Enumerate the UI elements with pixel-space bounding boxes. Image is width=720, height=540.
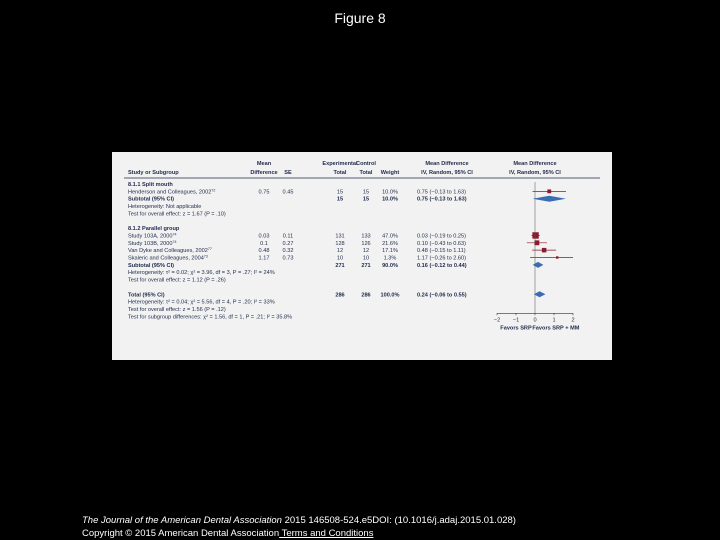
- header-weight: Weight: [380, 170, 400, 176]
- header-ctrl-1: Control: [356, 161, 376, 167]
- header-md-ci-1: Mean Difference: [425, 161, 469, 167]
- row-ctrl-total: 286: [361, 292, 371, 299]
- row-ci: 1.17 (−0.26 to 2.60): [417, 255, 466, 262]
- row-ctrl-total: 10: [362, 255, 370, 262]
- row-ctrl-total: 15: [362, 189, 370, 196]
- pooled-estimate-diamond: [533, 262, 544, 268]
- row-exp-total: 131: [335, 233, 345, 240]
- row-ci: 0.16 (−0.12 to 0.44): [417, 262, 467, 269]
- header-md-ci-2: IV, Random, 95% CI: [421, 170, 473, 176]
- row-se: 0.27: [282, 240, 294, 247]
- row-ctrl-total: 15: [362, 196, 370, 203]
- row-exp-total: 271: [335, 262, 345, 269]
- row-weight: 1.3%: [383, 255, 397, 262]
- page-title: Figure 8: [334, 10, 386, 26]
- header-ctrl-2: Total: [359, 170, 373, 176]
- row-exp-total: 128: [335, 240, 345, 247]
- row-weight: 21.6%: [382, 240, 398, 247]
- citation-line: [82, 514, 516, 527]
- row-se: 0.73: [282, 255, 294, 262]
- row-weight: 17.1%: [382, 248, 398, 255]
- copyright-line: [82, 527, 516, 540]
- row-ci: 0.75 (−0.13 to 1.63): [417, 189, 466, 196]
- forest-plot-svg: [112, 152, 612, 360]
- row-exp-total: 12: [336, 248, 344, 255]
- row-study-label: Test for overall effect: z = 1.56 (P = .12): [128, 306, 226, 313]
- row-ci: 0.75 (−0.13 to 1.63): [417, 196, 467, 203]
- header-study: Study or Subgroup: [128, 170, 179, 176]
- header-se: SE: [284, 170, 292, 176]
- row-reference-superscript: 73: [203, 254, 208, 259]
- row-study-label: Test for overall effect: z = 1.12 (P = .26): [128, 277, 226, 284]
- row-study-label: 8.1.1 Split mouth: [128, 182, 173, 188]
- row-weight: 47.0%: [382, 233, 398, 240]
- row-exp-total: 15: [336, 189, 344, 196]
- journal-name: The Journal of the American Dental Association: [82, 515, 282, 526]
- citation-doi: 2015 146508-524.e5DOI: (10.1016/j.adaj.2015.01.028): [281, 515, 516, 526]
- row-study-label: Heterogeneity: τ² = 0.02; χ² = 3.96, df = 3, P = .27; I² = 24%: [128, 270, 275, 277]
- row-reference-superscript: 77: [207, 247, 212, 252]
- study-estimate-square: [556, 256, 558, 258]
- row-ci: 0.10 (−0.43 to 0.63): [417, 240, 466, 247]
- forest-plot-figure: [112, 152, 612, 360]
- row-mean-difference: 0.03: [258, 233, 270, 240]
- row-study-label: Henderson and Colleagues, 2002$^{72}$: [128, 188, 216, 196]
- row-study-label: Subtotal (95% CI): [128, 262, 174, 269]
- x-axis-tick-label: 0: [533, 317, 537, 324]
- x-axis-tick-label: 2: [571, 317, 575, 324]
- row-study-label: 8.1.2 Parallel group: [128, 226, 180, 233]
- footer: [82, 514, 516, 540]
- row-weight: 90.0%: [382, 262, 398, 269]
- row-ci: 0.03 (−0.19 to 0.25): [417, 233, 466, 240]
- row-study-label: Heterogeneity: Not applicable: [128, 204, 202, 211]
- row-reference-superscript: 72: [211, 188, 216, 193]
- pooled-estimate-diamond: [533, 196, 566, 202]
- favors-left-label: Favors SRP: [500, 325, 532, 332]
- row-study-label: Study 103B, 2000$^{74}$: [128, 239, 177, 247]
- x-axis-tick-label: −1: [512, 317, 520, 324]
- header-exp-2: Total: [333, 170, 347, 176]
- row-exp-total: 286: [335, 292, 345, 299]
- row-mean-difference: 1.17: [258, 255, 270, 262]
- row-exp-total: 10: [336, 255, 344, 262]
- row-study-label: Test for overall effect: z = 1.67 (P = .10): [128, 211, 226, 218]
- copyright-text: Copyright © 2015 American Dental Association: [82, 528, 280, 539]
- row-study-label: Total (95% CI): [128, 292, 165, 299]
- row-study-label: Test for subgroup differences: χ² = 1.56, df = 1, P = .21; I² = 35.8%: [128, 314, 293, 321]
- row-study-label: Heterogeneity: τ² = 0.04; χ² = 5.56, df = 4, P = .20; I² = 33%: [128, 299, 275, 306]
- row-reference-superscript: 74: [172, 232, 177, 237]
- header-md-1: Mean: [256, 161, 272, 167]
- row-ctrl-total: 12: [362, 248, 370, 255]
- header-plot-1: Mean Difference: [513, 161, 557, 167]
- row-study-label: Skaleric and Colleagues, 2004$^{73}$: [128, 254, 208, 262]
- x-axis-tick-label: −2: [493, 317, 501, 324]
- row-ci: 0.24 (−0.06 to 0.55): [417, 292, 467, 299]
- row-study-label: Study 103A, 2000$^{74}$: [128, 232, 177, 240]
- header-md-2: Difference: [250, 170, 278, 176]
- row-mean-difference: 0.75: [258, 189, 270, 196]
- row-mean-difference: 0.48: [258, 248, 270, 255]
- header-plot-2: IV, Random, 95% CI: [509, 170, 561, 176]
- row-ctrl-total: 271: [361, 262, 371, 269]
- terms-link[interactable]: Terms and Conditions: [279, 528, 374, 539]
- row-reference-superscript: 74: [172, 239, 177, 244]
- row-mean-difference: 0.1: [260, 240, 268, 247]
- row-ci: 0.48 (−0.15 to 1.11): [417, 248, 466, 255]
- pooled-estimate-diamond: [534, 291, 546, 297]
- row-study-label: Van Dyke and Colleagues, 2002$^{77}$: [128, 247, 212, 255]
- row-se: 0.45: [282, 189, 294, 196]
- row-exp-total: 15: [336, 196, 344, 203]
- study-estimate-square: [532, 232, 538, 238]
- row-ctrl-total: 126: [361, 240, 371, 247]
- row-weight: 10.0%: [382, 196, 398, 203]
- header-exp-1: Experimental: [322, 161, 358, 167]
- row-se: 0.11: [282, 233, 294, 240]
- x-axis-tick-label: 1: [552, 317, 556, 324]
- row-ctrl-total: 133: [361, 233, 371, 240]
- row-study-label: Subtotal (95% CI): [128, 196, 174, 203]
- row-se: 0.32: [282, 248, 294, 255]
- study-estimate-square: [542, 248, 546, 252]
- favors-right-label: Favors SRP + MM: [532, 325, 580, 332]
- study-estimate-square: [547, 189, 551, 193]
- row-weight: 100.0%: [380, 292, 400, 299]
- row-weight: 10.0%: [382, 189, 398, 196]
